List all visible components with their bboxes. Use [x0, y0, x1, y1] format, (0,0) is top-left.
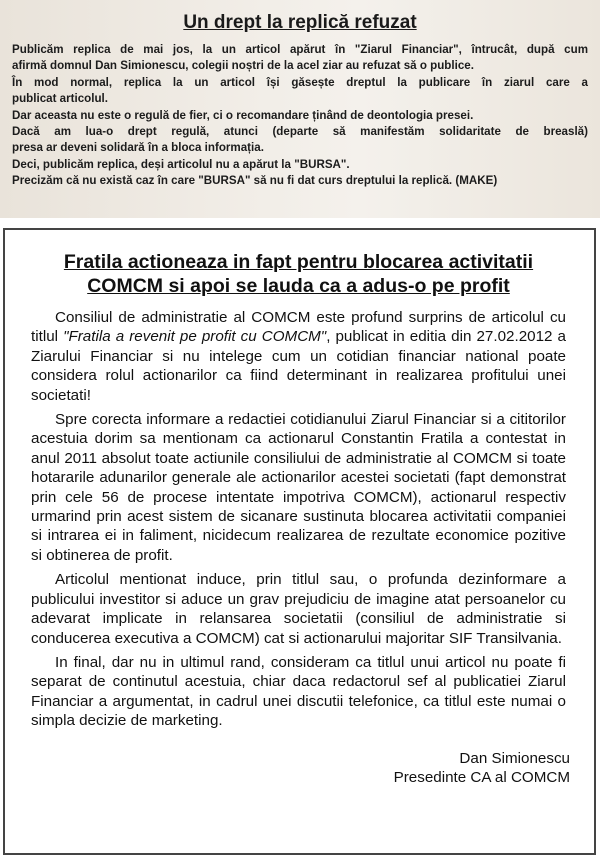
editor-note-line: Precizăm că nu există caz în care "BURSA" să nu fi dat curs dreptului la replică. (MAKE): [12, 174, 498, 188]
editor-note-line: Dacă am lua-o drept regulă, atunci (departe să manifestăm solidaritate de breaslă): [12, 125, 588, 139]
reply-paragraph-4: In final, dar nu in ultimul rand, consideram ca titlul unui articol nu poate fi separat de continutul acestuia, chiar daca redactorul sef al publicatiei Ziarul Financiar a argumentat, in cadrul unei discutii telefonice, ca titlul este numai o simpla decizie de marketing.: [31, 653, 566, 730]
editor-note-line: afirmă domnul Dan Simionescu, colegii noștri de la acel ziar au refuzat să o publice.: [12, 59, 474, 73]
editor-note-line: publicat articolul.: [12, 92, 108, 106]
editor-note-line: Deci, publicăm replica, deși articolul nu a apărut la "BURSA".: [12, 157, 350, 171]
signature: [31, 749, 570, 788]
quoted-article-title: "Fratila a revenit pe profit cu COMCM": [63, 328, 327, 346]
reply-paragraph-3: Articolul mentionat induce, prin titlul sau, o profunda dezinformare a publicului investitor si aduce un grav prejudiciu de imagine atat persoanelor cu adevarat implicate in relansarea societatii (consiliul de administratie si conducerea executiva a COMCM) cat si actionarului majoritar SIF Transilvania.: [31, 571, 566, 647]
reply-article-box: [3, 228, 596, 855]
editor-note-title: Un drept la replică refuzat: [183, 12, 417, 33]
reply-paragraph-2: Spre corecta informare a redactiei cotidianului Ziarul Financiar si a cititorilor acestuia dorim sa mentionam ca actionarul Constantin Fratila a contestat in anul 2011 absolut toate actiunile consiliului de administratie al COMCM si toate hotararile adunarilor generale ale actionarilor acestei societati (fapt demonstrat prin cele 56 de procese intentate impotriva COMCM), actionarul respectiv urmarind prin acest sistem de sicanare sustinuta blocarea activitatii companiei si intrarea ei in faliment, nicidecum realizarea de rezultate economice pozitive si obtinerea de profit.: [31, 411, 566, 564]
editor-note-line: Dar aceasta nu este o regulă de fier, ci o recomandare ținând de deontologia presei.: [12, 108, 474, 122]
reply-title: [31, 250, 566, 298]
p1-text-before: Consiliul de administratie al COMCM este profund surprins de articolul cu titlul: [31, 309, 566, 346]
reply-paragraph-1: [31, 308, 566, 405]
signature-role: Presedinte CA al COMCM: [393, 768, 570, 786]
signature-name: Dan Simionescu: [459, 749, 570, 767]
reply-title-line-2: COMCM si apoi se lauda ca a adus-o pe profit: [87, 275, 510, 297]
editor-note-line: presa ar deveni solidară în a bloca informația.: [12, 141, 264, 155]
editor-note-box: [0, 0, 600, 218]
reply-title-line-1: Fratila actioneaza in fapt pentru blocarea activitatii: [63, 251, 534, 273]
p1-text-after: , publicat in editia din 27.02.2012 a Ziarului Financiar si nu intelege cum un cotidian financiar national poate considera rolul actionarilor ca fiind determinant in realizarea profitului unei societati!: [31, 328, 566, 404]
editor-note-line: Publicăm replica de mai jos, la un articol apărut în "Ziarul Financiar", întrucât, după cum: [12, 43, 588, 56]
editor-note-line: În mod normal, replica la un articol își găsește dreptul la publicare în ziarul care a: [12, 75, 588, 89]
